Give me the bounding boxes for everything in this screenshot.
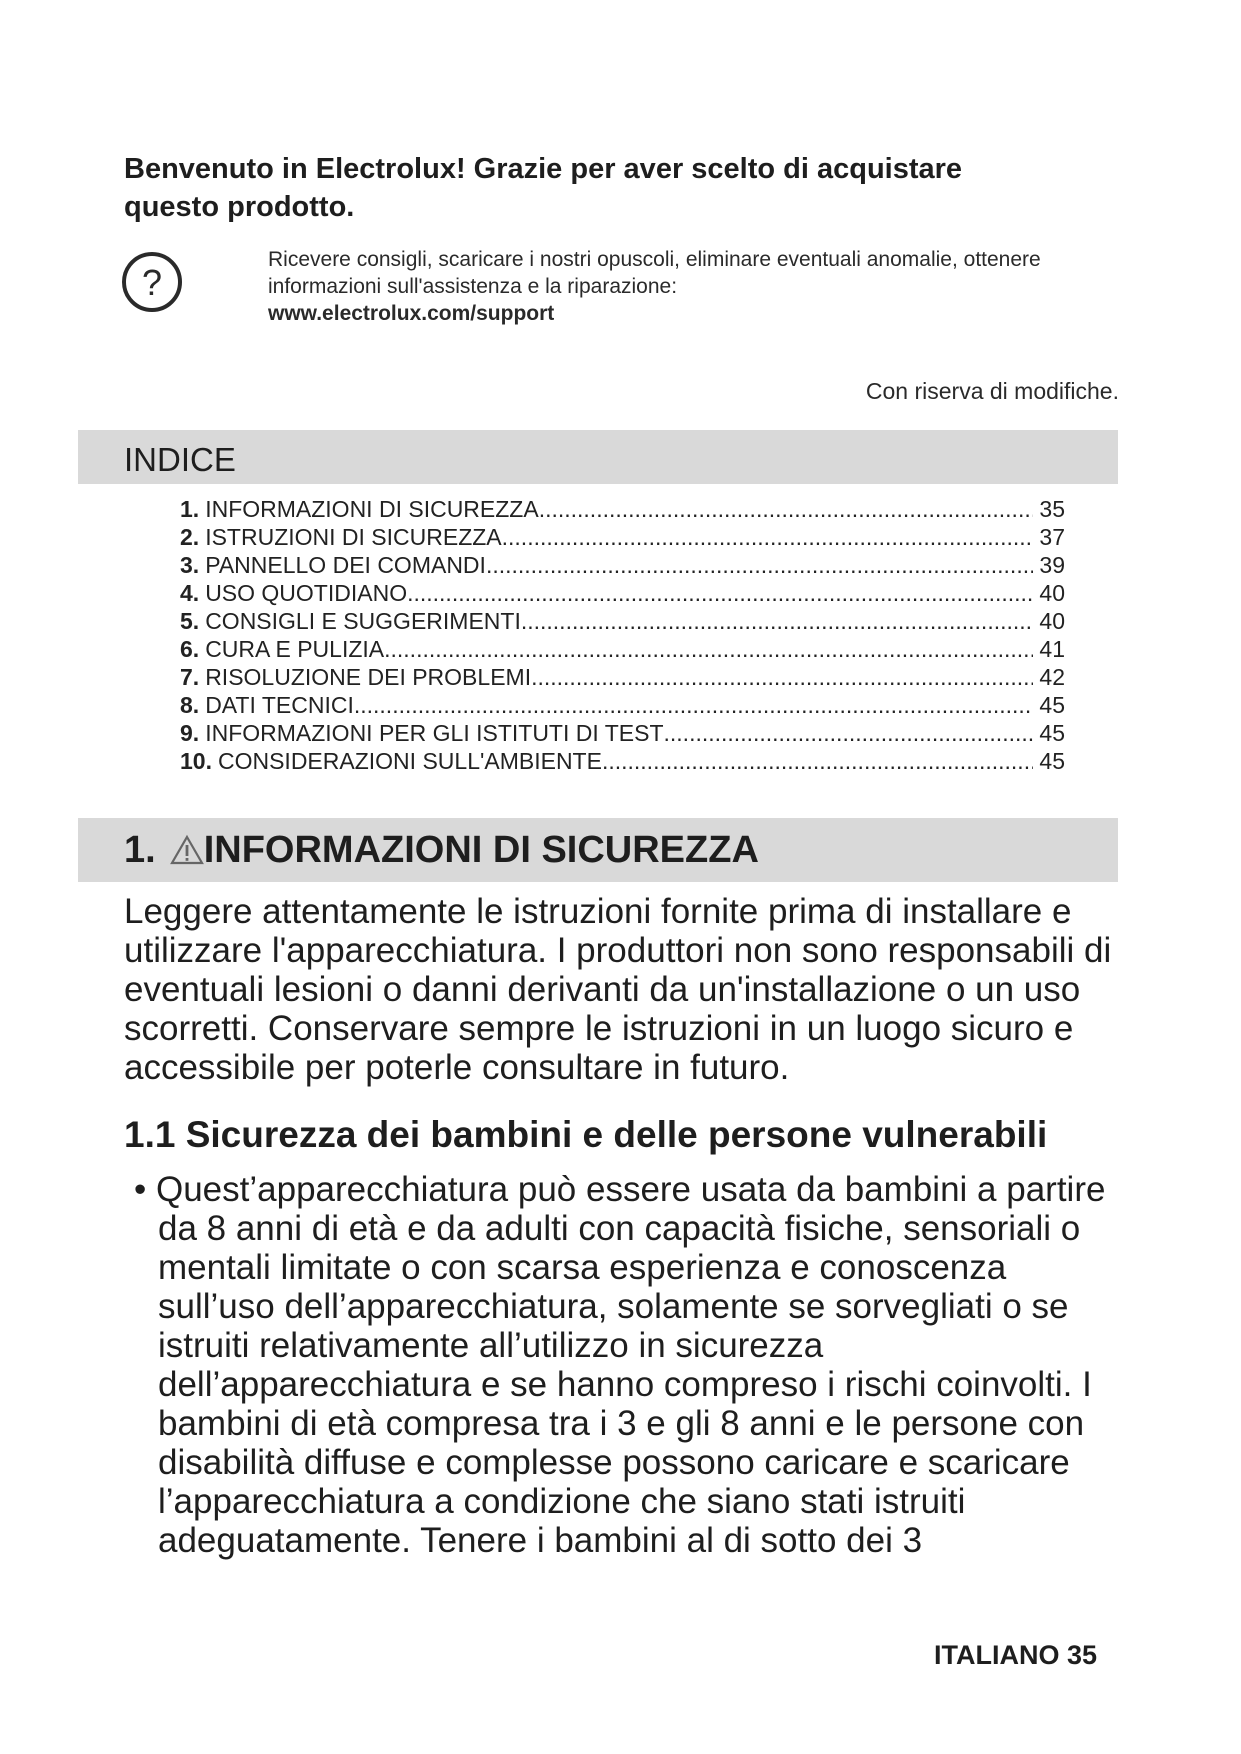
toc-entry-page: 35 — [1039, 496, 1065, 522]
toc-entry-page: 45 — [1039, 748, 1065, 774]
toc-entry-label: INFORMAZIONI DI SICUREZZA — [205, 496, 539, 522]
welcome-heading: Benvenuto in Electrolux! Grazie per aver scelto di acquistare questo prodotto. — [124, 153, 963, 223]
toc-entry-label: USO QUOTIDIANO — [205, 580, 408, 606]
toc-entry[interactable] — [180, 552, 1065, 580]
toc-dot-leader — [539, 496, 1034, 523]
toc-dot-leader — [521, 608, 1034, 635]
toc-entry-number: 10. — [180, 748, 212, 774]
toc-entry-label: PANNELLO DEI COMANDI — [205, 552, 486, 578]
toc-entry[interactable] — [180, 748, 1065, 776]
toc-entry[interactable] — [180, 664, 1065, 692]
toc-entry-number: 8. — [180, 692, 200, 718]
toc-entry-number: 3. — [180, 552, 200, 578]
toc-entry[interactable] — [180, 524, 1065, 552]
toc-entry-label: INFORMAZIONI PER GLI ISTITUTI DI TEST — [205, 720, 664, 746]
section-title — [124, 826, 759, 874]
support-info — [268, 246, 1108, 327]
support-link[interactable]: www.electrolux.com/support — [268, 302, 555, 325]
page-footer: ITALIANO 35 — [933, 1640, 1097, 1670]
toc-entry-number: 5. — [180, 608, 200, 634]
bullet-paragraph: • Quest’apparecchiatura può essere usata da bambini a partire da 8 anni di età e da adulti con capacità fisiche, sensoriali o mentali limitate o con scarsa esperienza e conoscenza sull’uso dell’apparecchiatura, solamente se sorvegliati o se istruiti relativamente all’utilizzo in sicurezza dell’apparecchiatura e se hanno compreso i rischi coinvolti. I bambini di età compresa tra i 3 e gli 8 anni e le persone con disabilità diffuse e complesse possono caricare e scaricare l’apparecchiatura a condizione che siano stati istruiti adeguatamente. Tenere i bambini al di sotto dei 3 — [134, 1170, 1106, 1560]
toc-dot-leader — [486, 552, 1033, 579]
toc-entry-number: 1. — [180, 496, 200, 522]
toc-entry-page: 41 — [1039, 636, 1065, 662]
toc-dot-leader — [531, 664, 1033, 691]
toc-entry-number: 7. — [180, 664, 200, 690]
toc-entry-page: 40 — [1039, 580, 1065, 606]
toc-entry-label: CURA E PULIZIA — [205, 636, 385, 662]
toc-entry-page: 45 — [1039, 692, 1065, 718]
toc-entry-page: 45 — [1039, 720, 1065, 746]
toc-entry-label: RISOLUZIONE DEI PROBLEMI — [205, 664, 532, 690]
toc-entry-number: 2. — [180, 524, 200, 550]
toc-entry-label: CONSIGLI E SUGGERIMENTI — [205, 608, 521, 634]
toc-entry[interactable] — [180, 720, 1065, 748]
toc-entry-number: 6. — [180, 636, 200, 662]
section-intro-paragraph: Leggere attentamente le istruzioni fornite prima di installare e utilizzare l'apparecchiatura. I produttori non sono responsabili di eventuali lesioni o danni derivanti da un'installazione o un uso scorretti. Conservare sempre le istruzioni in un luogo sicuro e accessibile per poterle consultare in futuro. — [124, 892, 1112, 1087]
toc-entry-page: 37 — [1039, 524, 1065, 550]
toc-entry-page: 42 — [1039, 664, 1065, 690]
warning-triangle-icon — [170, 834, 204, 866]
toc-entry[interactable] — [180, 608, 1065, 636]
svg-text:?: ? — [141, 262, 163, 303]
toc-dot-leader — [602, 748, 1033, 775]
toc-entry-label: CONSIDERAZIONI SULL'AMBIENTE — [217, 748, 602, 774]
toc-entry[interactable] — [180, 692, 1065, 720]
toc-entry-page: 39 — [1039, 552, 1065, 578]
toc-entry-number: 4. — [180, 580, 200, 606]
toc-entry-label: DATI TECNICI — [205, 692, 354, 718]
toc-dot-leader — [384, 636, 1033, 663]
subsection-title: 1.1 Sicurezza dei bambini e delle persone vulnerabili — [124, 1114, 1048, 1155]
toc-entry[interactable] — [180, 580, 1065, 608]
support-text: Ricevere consigli, scaricare i nostri opuscoli, eliminare eventuali anomalie, ottenere informazioni sull'assistenza e la riparazione: — [268, 248, 1041, 298]
toc-dot-leader — [502, 524, 1034, 551]
toc-entry-page: 40 — [1039, 608, 1065, 634]
section-number: 1. — [124, 829, 156, 871]
toc-dot-leader — [664, 720, 1034, 747]
toc-entry[interactable] — [180, 636, 1065, 664]
table-of-contents — [180, 496, 1065, 776]
toc-dot-leader — [407, 580, 1033, 607]
reserve-note: Con riserva di modifiche. — [865, 378, 1119, 404]
toc-dot-leader — [354, 692, 1034, 719]
toc-entry-number: 9. — [180, 720, 200, 746]
question-circle-icon — [120, 250, 184, 314]
toc-entry-label: ISTRUZIONI DI SICUREZZA — [205, 524, 502, 550]
indice-title: INDICE — [124, 441, 236, 478]
toc-entry[interactable] — [180, 496, 1065, 524]
section-title-text: INFORMAZIONI DI SICUREZZA — [203, 829, 759, 871]
